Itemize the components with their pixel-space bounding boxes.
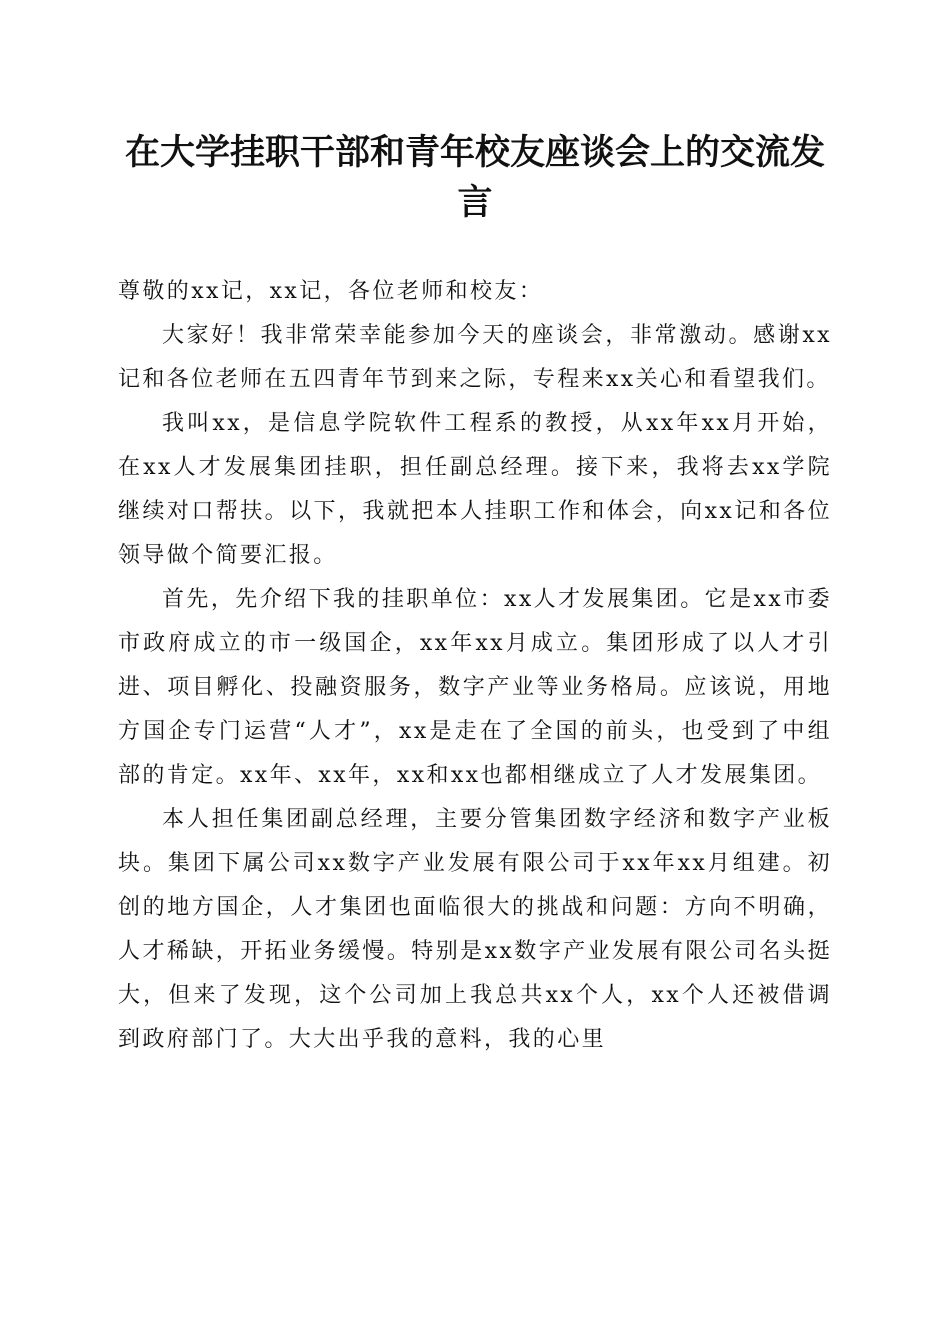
- paragraph-greeting: 大家好！我非常荣幸能参加今天的座谈会，非常激动。感谢xx记和各位老师在五四青年节到来之际，专程来xx关心和看望我们。: [118, 323, 832, 392]
- salutation: 尊敬的xx记，xx记，各位老师和校友：: [118, 279, 544, 304]
- paragraph-role-description: 本人担任集团副总经理，主要分管集团数字经济和数字产业板块。集团下属公司xx数字产业发展有限公司于xx年xx月组建。初创的地方国企，人才集团也面临很大的挑战和问题：方向不明确，人才稀缺，开拓业务缓慢。特别是xx数字产业发展有限公司名头挺大，但来了发现，这个公司加上我总共xx个人，xx个人还被借调到政府部门了。大大出乎我的意料，我的心里: [118, 807, 832, 1052]
- paragraph-unit-introduction: 首先，先介绍下我的挂职单位：xx人才发展集团。它是xx市委市政府成立的市一级国企，xx年xx月成立。集团形成了以人才引进、项目孵化、投融资服务，数字产业等业务格局。应该说，用地方国企专门运营“人才”，xx是走在了全国的前头，也受到了中组部的肯定。xx年、xx年，xx和xx也都相继成立了人才发展集团。: [118, 587, 832, 788]
- paragraph-self-introduction: 我叫xx，是信息学院软件工程系的教授，从xx年xx月开始，在xx人才发展集团挂职，担任副总经理。接下来，我将去xx学院继续对口帮扶。以下，我就把本人挂职工作和体会，向xx记和各位领导做个简要汇报。: [118, 411, 832, 568]
- title-line-1: 在大学挂职干部和青年校友座谈会上的交流发: [124, 132, 825, 173]
- title-line-2: 言: [457, 182, 493, 223]
- document-title: [118, 128, 832, 228]
- document-body: [118, 270, 832, 1062]
